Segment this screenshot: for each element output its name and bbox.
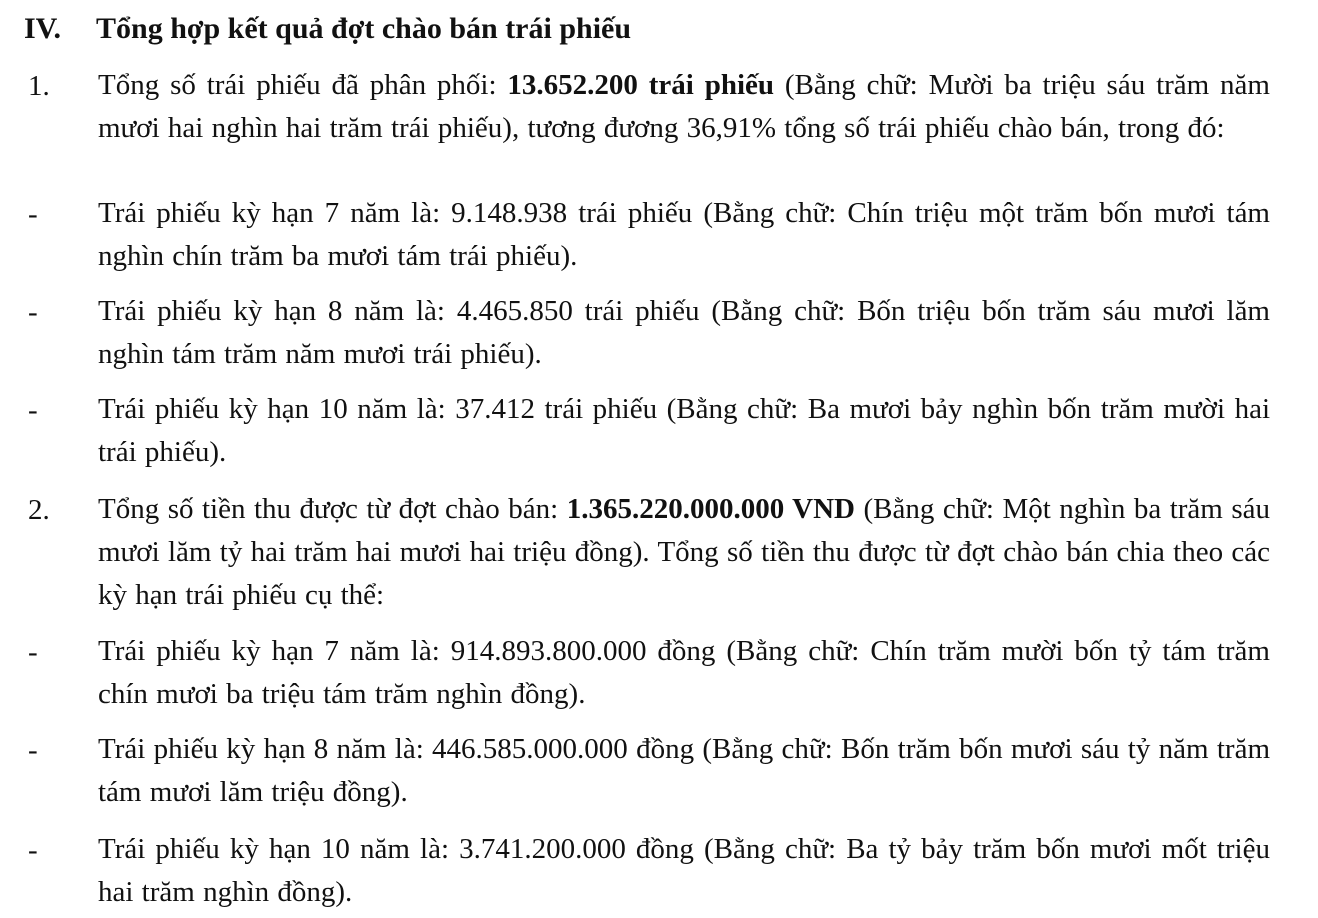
dash-marker: - bbox=[28, 394, 38, 426]
bullet-text: Trái phiếu kỳ hạn 7 năm là: 914.893.800.000 đồng (Bằng chữ: Chín trăm mười bốn tỷ tám trăm chín mươi ba triệu tám trăm nghìn đồng). bbox=[98, 635, 1270, 710]
numbered-item-2 bbox=[24, 488, 1270, 617]
item-text bbox=[98, 488, 1270, 617]
bullet-item-proceeds-10-year bbox=[24, 828, 1270, 914]
section-heading bbox=[24, 8, 631, 50]
dash-marker: - bbox=[28, 636, 38, 668]
numbered-item-1 bbox=[24, 64, 1270, 150]
item-number: 1. bbox=[28, 70, 50, 102]
item-text-rest: (Bằng chữ: Mười ba triệu sáu trăm năm mươi hai nghìn hai trăm trái phiếu), tương đương 36,91% tổng số trái phiếu chào bán, trong đó: bbox=[98, 69, 1270, 144]
section-number: IV. bbox=[24, 12, 61, 45]
item-number: 2. bbox=[28, 494, 50, 526]
section-title: Tổng hợp kết quả đợt chào bán trái phiếu bbox=[96, 12, 632, 45]
bullet-item-proceeds-8-year bbox=[24, 728, 1270, 814]
item-text bbox=[98, 64, 1270, 150]
bullet-text: Trái phiếu kỳ hạn 7 năm là: 9.148.938 trái phiếu (Bằng chữ: Chín triệu một trăm bốn mươi tám nghìn chín trăm ba mươi tám trái phiếu). bbox=[98, 197, 1270, 272]
bullet-item-bonds-8-year bbox=[24, 290, 1270, 376]
bullet-text: Trái phiếu kỳ hạn 10 năm là: 3.741.200.000 đồng (Bằng chữ: Ba tỷ bảy trăm bốn mươi mốt triệu hai trăm nghìn đồng). bbox=[98, 833, 1270, 908]
item-text-lead: Tổng số trái phiếu đã phân phối: bbox=[98, 69, 508, 101]
bullet-text: Trái phiếu kỳ hạn 8 năm là: 446.585.000.000 đồng (Bằng chữ: Bốn trăm bốn mươi sáu tỷ năm trăm tám mươi lăm triệu đồng). bbox=[98, 733, 1270, 808]
dash-marker: - bbox=[28, 296, 38, 328]
item-text-rest: (Bằng chữ: Một nghìn ba trăm sáu mươi lăm tỷ hai trăm hai mươi hai triệu đồng). Tổng số tiền thu được từ đợt chào bán chia theo các kỳ hạn trái phiếu cụ thể: bbox=[98, 493, 1270, 611]
bullet-text: Trái phiếu kỳ hạn 8 năm là: 4.465.850 trái phiếu (Bằng chữ: Bốn triệu bốn trăm sáu mươi lăm nghìn tám trăm năm mươi trái phiếu). bbox=[98, 295, 1270, 370]
dash-marker: - bbox=[28, 198, 38, 230]
dash-marker: - bbox=[28, 734, 38, 766]
item-text-lead: Tổng số tiền thu được từ đợt chào bán: bbox=[98, 493, 567, 525]
bullet-item-bonds-7-year bbox=[24, 192, 1270, 278]
bullet-item-bonds-10-year bbox=[24, 388, 1270, 474]
bullet-item-proceeds-7-year bbox=[24, 630, 1270, 716]
dash-marker: - bbox=[28, 834, 38, 866]
bullet-text: Trái phiếu kỳ hạn 10 năm là: 37.412 trái phiếu (Bằng chữ: Ba mươi bảy nghìn bốn trăm mười hai trái phiếu). bbox=[98, 393, 1270, 468]
bond-count-total: 13.652.200 trái phiếu bbox=[507, 69, 775, 101]
proceeds-total: 1.365.220.000.000 VND bbox=[566, 493, 855, 525]
